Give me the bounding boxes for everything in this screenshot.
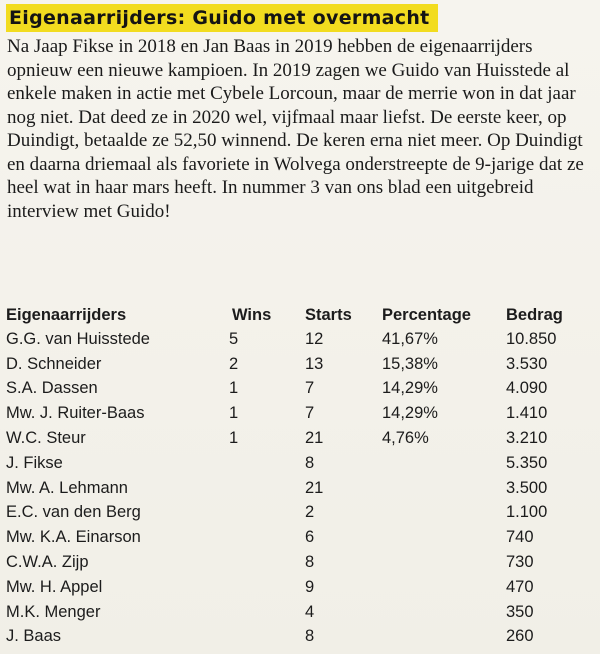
- cell-percentage: [382, 600, 506, 625]
- cell-bedrag: 3.210: [506, 429, 548, 448]
- cell-name: Mw. J. Ruiter-Baas: [6, 404, 145, 423]
- cell-wins: 1: [229, 379, 239, 398]
- table-row: [6, 625, 591, 650]
- table-row: [6, 426, 591, 451]
- cell-wins: [228, 600, 305, 625]
- table-header-row: [6, 303, 591, 327]
- cell-bedrag: 740: [506, 528, 534, 547]
- table-row: [6, 550, 591, 575]
- cell-name: G.G. van Huisstede: [6, 329, 150, 348]
- cell-percentage: 41,67%: [382, 329, 438, 348]
- cell-starts: 12: [305, 329, 324, 348]
- table-row: [6, 600, 591, 625]
- cell-bedrag: 5.350: [506, 453, 548, 472]
- cell-starts: 9: [305, 577, 315, 596]
- cell-bedrag: 1.100: [506, 503, 548, 522]
- cell-name: D. Schneider: [6, 354, 102, 373]
- cell-wins: [228, 625, 305, 650]
- cell-name: C.W.A. Zijp: [6, 553, 89, 572]
- cell-name: W.C. Steur: [6, 429, 86, 448]
- cell-percentage: [382, 501, 506, 526]
- cell-name: Mw. A. Lehmann: [6, 478, 128, 497]
- cell-wins: [228, 575, 305, 600]
- cell-wins: 1: [229, 404, 239, 423]
- cell-wins: [228, 550, 305, 575]
- cell-name: J. Baas: [6, 627, 62, 646]
- cell-name: J. Fikse: [6, 453, 63, 472]
- cell-wins: [228, 451, 305, 476]
- cell-starts: 8: [305, 627, 315, 646]
- cell-percentage: [382, 525, 506, 550]
- cell-bedrag: 3.500: [506, 478, 548, 497]
- table-row: [6, 377, 591, 402]
- cell-bedrag: 350: [506, 602, 534, 621]
- cell-percentage: [382, 476, 506, 501]
- cell-bedrag: 260: [506, 627, 534, 646]
- cell-bedrag: 1.410: [506, 404, 548, 423]
- cell-bedrag: 730: [506, 553, 534, 572]
- cell-name: Mw. H. Appel: [6, 577, 103, 596]
- cell-starts: 7: [305, 404, 315, 423]
- cell-bedrag: 3.530: [506, 354, 548, 373]
- table-body: [6, 327, 591, 649]
- article-intro: Na Jaap Fikse in 2018 en Jan Baas in 2019 hebben de eigenaarrijders opnieuw een nieuwe kampioen. In 2019 zagen we Guido van Huisstede al enkele maken in actie met Cybele Lorcoun, maar de merrie won in dat jaar nog niet. Dat deed ze in 2020 wel, vijfmaal maar liefst. De eerste keer, op Duindigt, betaalde ze 52,50 winnend. De keren erna niet meer. Op Duindigt en daarna driemaal als favoriete in Wolvega onderstreepte de 9-jarige dat ze heel wat in haar mars heeft. In nummer 3 van ons blad een uitgebreid interview met Guido!: [7, 36, 584, 222]
- cell-percentage: 14,29%: [382, 404, 438, 423]
- table-row: [6, 525, 591, 550]
- cell-starts: 8: [305, 553, 315, 572]
- cell-wins: 2: [229, 354, 239, 373]
- cell-starts: 21: [305, 429, 324, 448]
- cell-starts: 4: [305, 602, 315, 621]
- cell-starts: 13: [305, 354, 324, 373]
- article-title: Eigenaarrijders: Guido met overmacht: [6, 4, 438, 32]
- cell-percentage: 4,76%: [382, 429, 429, 448]
- header-percentage: Percentage: [382, 305, 471, 324]
- header-wins: Wins: [232, 305, 272, 324]
- cell-percentage: 14,29%: [382, 379, 438, 398]
- cell-starts: 7: [305, 379, 315, 398]
- cell-starts: 8: [305, 453, 315, 472]
- cell-wins: 1: [229, 429, 239, 448]
- header-starts: Starts: [305, 305, 352, 324]
- table-row: [6, 352, 591, 377]
- cell-bedrag: 10.850: [506, 329, 557, 348]
- cell-wins: [228, 501, 305, 526]
- cell-name: M.K. Menger: [6, 602, 101, 621]
- cell-bedrag: 4.090: [506, 379, 548, 398]
- cell-wins: 5: [229, 329, 239, 348]
- cell-wins: [228, 525, 305, 550]
- table-row: [6, 401, 591, 426]
- table-row: [6, 327, 591, 352]
- cell-percentage: 15,38%: [382, 354, 438, 373]
- cell-name: S.A. Dassen: [6, 379, 98, 398]
- table-row: [6, 476, 591, 501]
- owner-rider-stats-table: [6, 303, 591, 649]
- cell-percentage: [382, 451, 506, 476]
- table-row: [6, 501, 591, 526]
- cell-bedrag: 470: [506, 577, 534, 596]
- cell-percentage: [382, 625, 506, 650]
- cell-name: Mw. K.A. Einarson: [6, 528, 141, 547]
- table-row: [6, 451, 591, 476]
- cell-percentage: [382, 575, 506, 600]
- header-eigenaarrijders: Eigenaarrijders: [6, 305, 127, 324]
- cell-wins: [228, 476, 305, 501]
- cell-starts: 21: [305, 478, 324, 497]
- cell-percentage: [382, 550, 506, 575]
- cell-name: E.C. van den Berg: [6, 503, 141, 522]
- table-row: [6, 575, 591, 600]
- cell-starts: 6: [305, 528, 315, 547]
- cell-starts: 2: [305, 503, 315, 522]
- header-bedrag: Bedrag: [506, 305, 563, 324]
